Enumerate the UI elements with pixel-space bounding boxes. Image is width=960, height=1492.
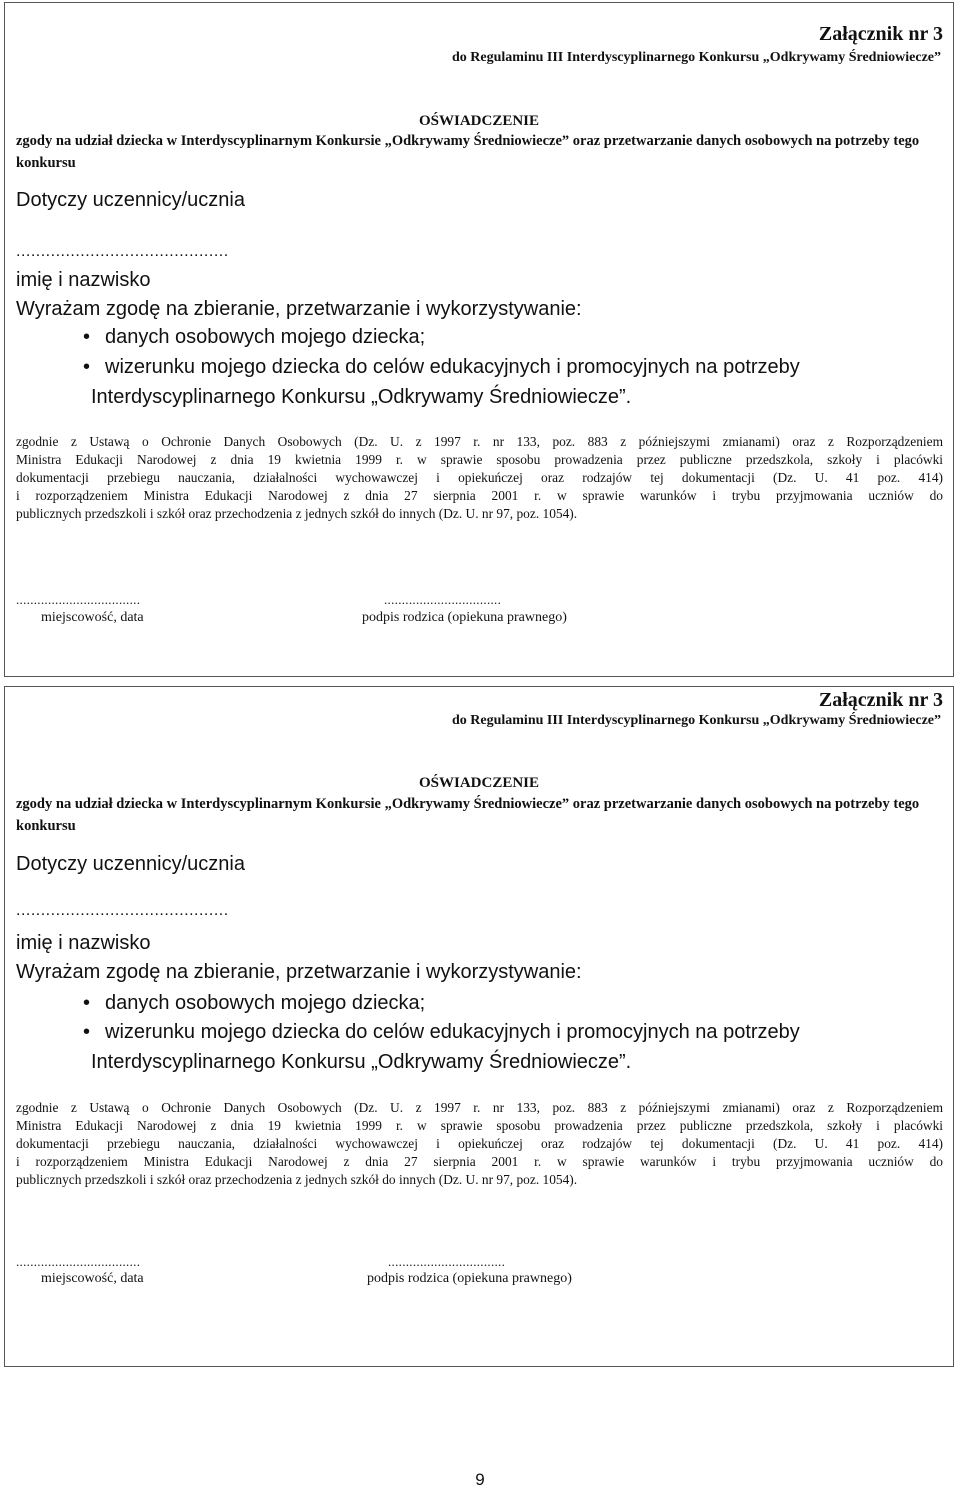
place-date-dotted-line: ...................................	[16, 592, 141, 607]
name-dotted-line: ...........................................	[16, 902, 229, 919]
bullet-item: danych osobowych mojego dziecka;	[105, 992, 426, 1014]
bullet-icon: •	[83, 992, 91, 1014]
consent-intro: Wyrażam zgodę na zbieranie, przetwarzanie i wykorzystywanie:	[16, 961, 582, 983]
attachment-title: Załącznik nr 3	[818, 689, 943, 711]
consent-title: zgody na udział dziecka w Interdyscyplinarnym Konkursie „Odkrywamy Średniowiecze” oraz przetwarzanie danych osobowych na potrzeby tego konkursu	[16, 796, 920, 834]
legal-basis	[16, 433, 943, 523]
legal-line: publicznych przedszkoli i szkół oraz przechodzenia z jednych szkół do innych (Dz. U. nr 97, poz. 1054).	[16, 1172, 578, 1187]
bullet-item-continuation: Interdyscyplinarnego Konkursu „Odkrywamy Średniowiecze”.	[91, 1051, 632, 1073]
legal-basis	[16, 1099, 943, 1189]
legal-line: Ministra Edukacji Narodowej z dnia 19 kwietnia 1999 r. w sprawie sposobu prowadzenia przez publiczne przedszkola, szkoły i placówki	[16, 452, 943, 467]
concerns-label: Dotyczy uczennicy/ucznia	[16, 853, 245, 875]
bullet-item: wizerunku mojego dziecka do celów edukacyjnych i promocyjnych na potrzeby	[105, 356, 800, 378]
place-date-label: miejscowość, data	[41, 610, 144, 625]
attachment-subtitle: do Regulaminu III Interdyscyplinarnego Konkursu „Odkrywamy Średniowiecze”	[451, 713, 941, 728]
attachment-title: Załącznik nr 3	[818, 23, 943, 45]
legal-line: zgodnie z Ustawą o Ochronie Danych Osobowych (Dz. U. z 1997 r. nr 133, poz. 883 z późniejszymi zmianami) oraz z Rozporządzeniem	[16, 1100, 943, 1115]
name-dotted-line: ...........................................	[16, 243, 229, 260]
legal-line: i rozporządzeniem Ministra Edukacji Narodowej z dnia 27 sierpnia 2001 r. w sprawie warunków i trybu przyjmowania uczniów do	[16, 1154, 943, 1169]
consent-intro: Wyrażam zgodę na zbieranie, przetwarzanie i wykorzystywanie:	[16, 298, 582, 320]
bullet-item: danych osobowych mojego dziecka;	[105, 326, 426, 348]
place-date-dotted-line: ...................................	[16, 1254, 141, 1269]
parent-signature-dotted-line: .................................	[388, 1254, 506, 1269]
bullet-item-continuation: Interdyscyplinarnego Konkursu „Odkrywamy Średniowiecze”.	[91, 386, 632, 408]
legal-line: publicznych przedszkoli i szkół oraz przechodzenia z jednych szkół do innych (Dz. U. nr 97, poz. 1054).	[16, 506, 578, 521]
parent-signature-dotted-line: .................................	[384, 592, 502, 607]
concerns-label: Dotyczy uczennicy/ucznia	[16, 189, 245, 211]
legal-line: zgodnie z Ustawą o Ochronie Danych Osobowych (Dz. U. z 1997 r. nr 133, poz. 883 z późniejszymi zmianami) oraz z Rozporządzeniem	[16, 434, 943, 449]
consent-title: zgody na udział dziecka w Interdyscyplinarnym Konkursie „Odkrywamy Średniowiecze” oraz przetwarzanie danych osobowych na potrzeby tego konkursu	[16, 133, 920, 171]
declaration-heading: OŚWIADCZENIE	[418, 113, 540, 129]
legal-line: dokumentacji przebiegu nauczania, działalności wychowawczej i opiekuńczej oraz rodzajów tej dokumentacji (Dz. U. 41 poz. 414)	[16, 470, 943, 485]
consent-form-copy-1	[4, 2, 954, 677]
bullet-icon: •	[83, 1021, 91, 1043]
legal-line: dokumentacji przebiegu nauczania, działalności wychowawczej i opiekuńczej oraz rodzajów tej dokumentacji (Dz. U. 41 poz. 414)	[16, 1136, 943, 1151]
consent-form-copy-2	[4, 686, 954, 1367]
bullet-icon: •	[83, 326, 91, 348]
bullet-icon: •	[83, 356, 91, 378]
bullet-item: wizerunku mojego dziecka do celów edukacyjnych i promocyjnych na potrzeby	[105, 1021, 800, 1043]
declaration-heading: OŚWIADCZENIE	[418, 775, 540, 791]
legal-line: Ministra Edukacji Narodowej z dnia 19 kwietnia 1999 r. w sprawie sposobu prowadzenia przez publiczne przedszkola, szkoły i placówki	[16, 1118, 943, 1133]
page-number: 9	[475, 1470, 485, 1489]
attachment-subtitle: do Regulaminu III Interdyscyplinarnego Konkursu „Odkrywamy Średniowiecze”	[451, 50, 941, 65]
legal-line: i rozporządzeniem Ministra Edukacji Narodowej z dnia 27 sierpnia 2001 r. w sprawie warunków i trybu przyjmowania uczniów do	[16, 488, 943, 503]
name-label: imię i nazwisko	[16, 269, 151, 291]
parent-signature-label: podpis rodzica (opiekuna prawnego)	[367, 1271, 572, 1286]
place-date-label: miejscowość, data	[41, 1271, 144, 1286]
name-label: imię i nazwisko	[16, 932, 151, 954]
parent-signature-label: podpis rodzica (opiekuna prawnego)	[362, 610, 567, 625]
